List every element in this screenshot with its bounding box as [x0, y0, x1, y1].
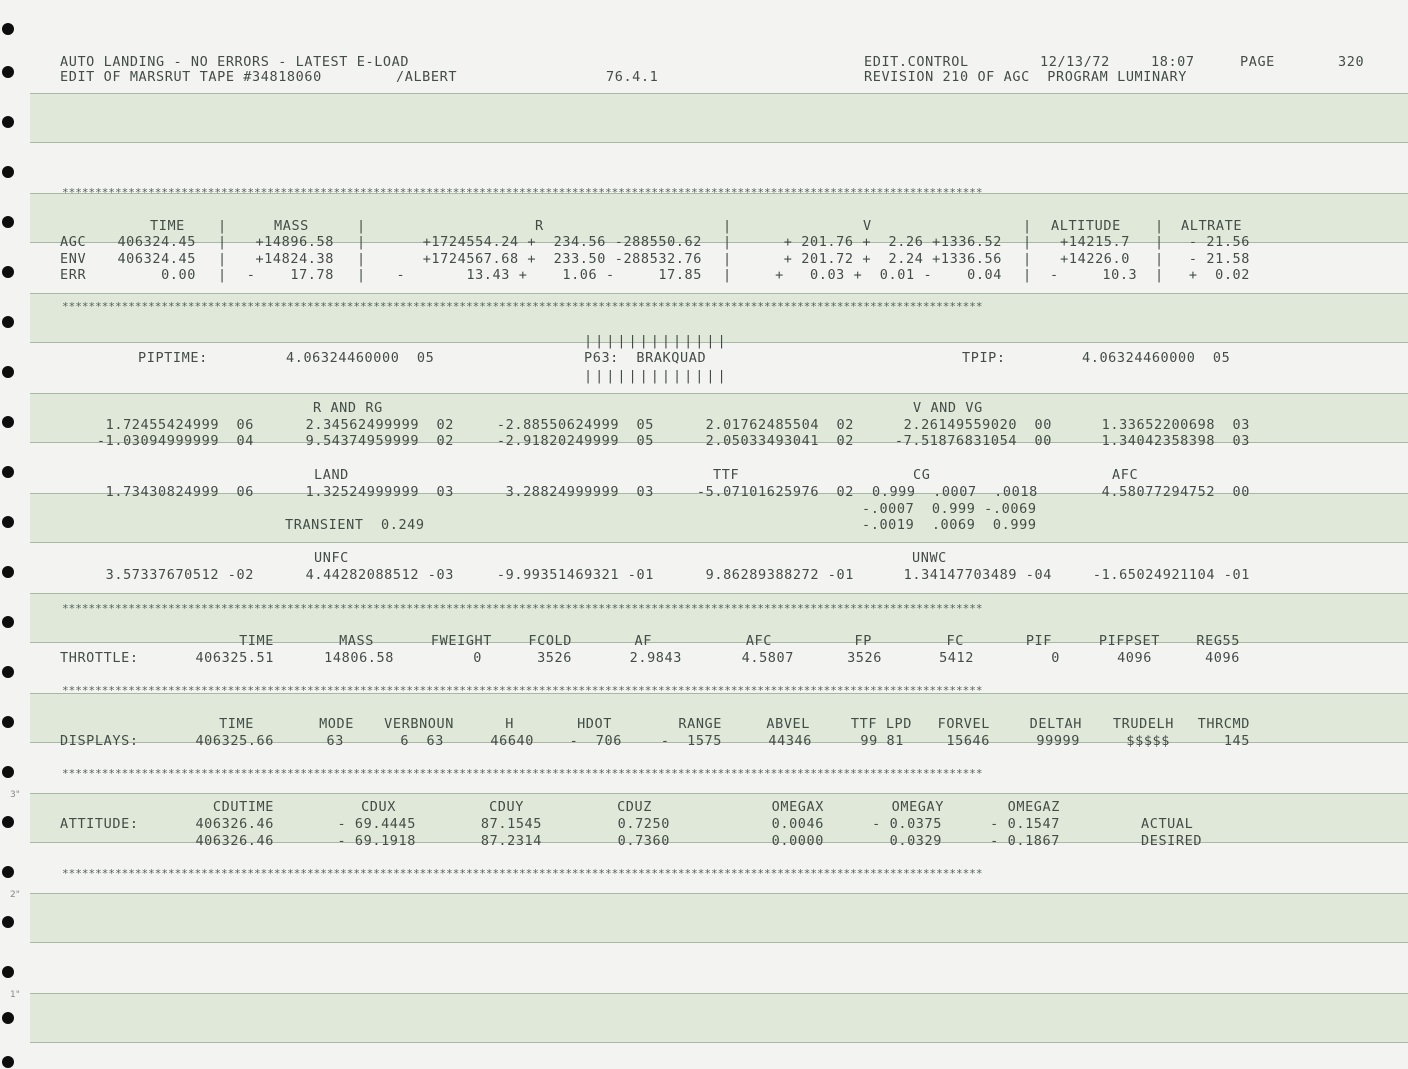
displays-value: 46640	[490, 733, 534, 749]
displays-header: TIME	[219, 716, 254, 732]
displays-value: 99999	[1036, 733, 1080, 749]
header-page-label: PAGE	[1240, 54, 1275, 70]
rrg-value: 1.72455424999 06	[105, 417, 254, 433]
feed-hole	[2, 316, 14, 328]
attitude-actual-value: - 0.0375	[872, 816, 942, 832]
rrg-value: 2.26149559020 00	[903, 417, 1052, 433]
paper-band	[30, 493, 1408, 543]
rrg-value: 2.01762485504 02	[705, 417, 854, 433]
state-divider: |	[1155, 234, 1164, 250]
state-divider: |	[723, 234, 732, 250]
attitude-desired-value: 0.0329	[889, 833, 942, 849]
state-row-name: ENV	[60, 251, 87, 267]
cg-label: CG	[913, 467, 931, 483]
throttle-value: 0	[473, 650, 482, 666]
throttle-value: 0	[1051, 650, 1060, 666]
rrg-value: 9.54374959999 02	[305, 433, 454, 449]
state-row-time: 406324.45	[117, 251, 196, 267]
state-divider: |	[723, 267, 732, 283]
separator-stars: *******************************************************************************************************************************************	[62, 186, 983, 199]
displays-header: TTF LPD	[850, 716, 912, 732]
displays-header: HDOT	[577, 716, 612, 732]
state-divider: |	[218, 251, 227, 267]
ruler-mark: 2"	[10, 890, 20, 900]
attitude-actual-value: - 69.4445	[337, 816, 416, 832]
rrg-value: -7.51876831054 00	[894, 433, 1052, 449]
attitude-header: OMEGAX	[771, 799, 824, 815]
state-header-mass: MASS	[274, 218, 309, 234]
state-row-name: ERR	[60, 267, 87, 283]
feed-hole	[2, 416, 14, 428]
throttle-header: FWEIGHT	[430, 633, 492, 649]
pip-bars-bottom: |||||||||||||	[584, 368, 729, 384]
throttle-value: 4096	[1205, 650, 1240, 666]
feed-hole	[2, 766, 14, 778]
separator-stars: *******************************************************************************************************************************************	[62, 767, 983, 780]
displays-header: H	[505, 716, 514, 732]
throttle-header: FP	[854, 633, 872, 649]
throttle-header: FC	[946, 633, 964, 649]
throttle-header: AFC	[745, 633, 772, 649]
feed-hole	[2, 216, 14, 228]
state-divider: |	[357, 267, 366, 283]
afc-label: AFC	[1112, 467, 1139, 483]
displays-header: VERBNOUN	[384, 716, 454, 732]
r-and-rg-label: R AND RG	[313, 400, 383, 416]
state-row-time: 0.00	[161, 267, 196, 283]
paper-band	[30, 893, 1408, 943]
state-divider: |	[218, 234, 227, 250]
state-row-mass: +14824.38	[255, 251, 334, 267]
piptime-value: 4.06324460000 05	[286, 350, 435, 366]
state-row-v: + 0.03 + 0.01 - 0.04	[775, 267, 1002, 283]
state-row-altrate: - 21.56	[1188, 234, 1250, 250]
land-value: 3.28824999999 03	[505, 484, 654, 500]
unwc-value: 9.86289388272 -01	[705, 567, 854, 583]
displays-value: 44346	[768, 733, 812, 749]
throttle-value: 4096	[1117, 650, 1152, 666]
attitude-desired-value: 406326.46	[195, 833, 274, 849]
attitude-actual-value: 0.0046	[771, 816, 824, 832]
displays-header: ABVEL	[766, 716, 810, 732]
rrg-value: 1.34042358398 03	[1101, 433, 1250, 449]
pip-bars-top: |||||||||||||	[584, 333, 729, 349]
feed-hole	[2, 166, 14, 178]
state-divider: |	[723, 251, 732, 267]
ttf-value: -5.07101625976 02	[696, 484, 854, 500]
attitude-header: OMEGAY	[891, 799, 944, 815]
attitude-header: CDUX	[361, 799, 396, 815]
state-divider: |	[1023, 267, 1032, 283]
state-divider: |	[357, 251, 366, 267]
displays-value: $$$$$	[1126, 733, 1170, 749]
unwc-value: 1.34147703489 -04	[903, 567, 1052, 583]
feed-hole	[2, 666, 14, 678]
feed-hole	[2, 1012, 14, 1024]
separator-stars: *******************************************************************************************************************************************	[62, 867, 983, 880]
paper-band	[30, 93, 1408, 143]
ttf-label: TTF	[713, 467, 740, 483]
attitude-desired-value: - 0.1867	[990, 833, 1060, 849]
displays-value: 99 81	[860, 733, 904, 749]
header-date: 12/13/72	[1040, 54, 1110, 70]
state-row-altitude: +14226.0	[1060, 251, 1130, 267]
state-header-time: TIME	[150, 218, 185, 234]
throttle-label: THROTTLE:	[60, 650, 139, 666]
feed-hole	[2, 616, 14, 628]
attitude-label: ATTITUDE:	[60, 816, 139, 832]
feed-hole	[2, 966, 14, 978]
displays-header: MODE	[319, 716, 354, 732]
cg-row: -.0019 .0069 0.999	[862, 517, 1037, 533]
feed-hole	[2, 916, 14, 928]
unwc-value: -1.65024921104 -01	[1092, 567, 1250, 583]
state-divider: |	[1023, 218, 1032, 234]
afc-value: 4.58077294752 00	[1101, 484, 1250, 500]
rrg-value: 1.33652200698 03	[1101, 417, 1250, 433]
displays-label: DISPLAYS:	[60, 733, 139, 749]
feed-hole	[2, 66, 14, 78]
state-divider: |	[1023, 234, 1032, 250]
header-user: /ALBERT	[396, 69, 458, 85]
throttle-value: 3526	[537, 650, 572, 666]
attitude-desired-value: 0.7360	[617, 833, 670, 849]
header-title: AUTO LANDING - NO ERRORS - LATEST E-LOAD	[60, 54, 410, 70]
state-divider: |	[357, 218, 366, 234]
throttle-value: 5412	[939, 650, 974, 666]
rrg-value: -2.91820249999 05	[496, 433, 654, 449]
throttle-value: 14806.58	[324, 650, 394, 666]
tpip-value: 4.06324460000 05	[1082, 350, 1231, 366]
throttle-header: PIF	[1025, 633, 1052, 649]
displays-value: 406325.66	[195, 733, 274, 749]
ruler-mark: 3"	[10, 790, 20, 800]
piptime-label: PIPTIME:	[138, 350, 208, 366]
attitude-header: CDUTIME	[212, 799, 274, 815]
header-tape: EDIT OF MARSRUT TAPE #34818060	[60, 69, 322, 85]
state-divider: |	[723, 218, 732, 234]
state-row-r: +1724567.68 + 233.50 -288532.76	[422, 251, 702, 267]
attitude-actual-value: 87.1545	[480, 816, 542, 832]
displays-header: RANGE	[678, 716, 722, 732]
displays-value: 145	[1223, 733, 1250, 749]
header-edit-control: EDIT.CONTROL	[864, 54, 969, 70]
header-time: 18:07	[1151, 54, 1195, 70]
separator-stars: *******************************************************************************************************************************************	[62, 300, 983, 313]
rrg-value: -1.03094999999 04	[96, 433, 254, 449]
state-divider: |	[1155, 218, 1164, 234]
feed-hole	[2, 516, 14, 528]
unfc-value: -9.99351469321 -01	[496, 567, 654, 583]
state-row-altrate: + 0.02	[1188, 267, 1250, 283]
land-label: LAND	[314, 467, 349, 483]
land-value: 1.73430824999 06	[105, 484, 254, 500]
land-value: 1.32524999999 03	[305, 484, 454, 500]
unfc-value: 4.44282088512 -03	[305, 567, 454, 583]
throttle-value: 3526	[847, 650, 882, 666]
displays-value: - 706	[569, 733, 622, 749]
rrg-value: 2.34562499999 02	[305, 417, 454, 433]
state-row-altitude: +14215.7	[1060, 234, 1130, 250]
throttle-header: TIME	[239, 633, 274, 649]
feed-hole	[2, 716, 14, 728]
header-page-number: 320	[1338, 54, 1365, 70]
throttle-value: 4.5807	[741, 650, 794, 666]
feed-hole	[2, 116, 14, 128]
tpip-label: TPIP:	[962, 350, 1006, 366]
unfc-label: UNFC	[314, 550, 349, 566]
displays-header: FORVEL	[937, 716, 990, 732]
state-row-v: + 201.76 + 2.26 +1336.52	[783, 234, 1002, 250]
attitude-header: CDUZ	[617, 799, 652, 815]
displays-value: - 1575	[660, 733, 722, 749]
attitude-desired-value: 0.0000	[771, 833, 824, 849]
program-label: P63: BRAKQUAD	[584, 350, 707, 366]
displays-header: DELTAH	[1029, 716, 1082, 732]
state-divider: |	[1155, 251, 1164, 267]
cg-row: -.0007 0.999 -.0069	[862, 501, 1037, 517]
attitude-desired-value: - 69.1918	[337, 833, 416, 849]
throttle-value: 2.9843	[629, 650, 682, 666]
header-revision: REVISION 210 OF AGC PROGRAM LUMINARY	[864, 69, 1187, 85]
feed-hole	[2, 266, 14, 278]
attitude-header: OMEGAZ	[1007, 799, 1060, 815]
unfc-value: 3.57337670512 -02	[105, 567, 254, 583]
state-header-v: V	[863, 218, 872, 234]
throttle-header: REG55	[1196, 633, 1240, 649]
separator-stars: *******************************************************************************************************************************************	[62, 602, 983, 615]
attitude-desired-label: DESIRED	[1141, 833, 1203, 849]
state-header-altitude: ALTITUDE	[1051, 218, 1121, 234]
rrg-value: -2.88550624999 05	[496, 417, 654, 433]
throttle-header: AF	[634, 633, 652, 649]
state-row-r: - 13.43 + 1.06 - 17.85	[396, 267, 702, 283]
state-row-altitude: - 10.3	[1050, 267, 1138, 283]
feed-hole	[2, 866, 14, 878]
paper-band	[30, 993, 1408, 1043]
throttle-header: FCOLD	[528, 633, 572, 649]
state-row-mass: +14896.58	[255, 234, 334, 250]
feed-hole	[2, 816, 14, 828]
attitude-header: CDUY	[489, 799, 524, 815]
throttle-header: MASS	[339, 633, 374, 649]
unwc-label: UNWC	[912, 550, 947, 566]
v-and-vg-label: V AND VG	[913, 400, 983, 416]
header-version: 76.4.1	[606, 69, 659, 85]
ruler-mark: 1"	[10, 990, 20, 1000]
displays-value: 6 63	[400, 733, 444, 749]
feed-hole	[2, 566, 14, 578]
state-divider: |	[357, 234, 366, 250]
attitude-actual-value: 0.7250	[617, 816, 670, 832]
state-row-mass: - 17.78	[246, 267, 334, 283]
rrg-value: 2.05033493041 02	[705, 433, 854, 449]
attitude-actual-value: - 0.1547	[990, 816, 1060, 832]
feed-hole	[2, 366, 14, 378]
attitude-actual-label: ACTUAL	[1141, 816, 1194, 832]
state-row-altrate: - 21.58	[1188, 251, 1250, 267]
state-row-name: AGC	[60, 234, 87, 250]
attitude-actual-value: 406326.46	[195, 816, 274, 832]
attitude-desired-value: 87.2314	[480, 833, 542, 849]
state-header-r: R	[535, 218, 544, 234]
displays-header: THRCMD	[1197, 716, 1250, 732]
cg-row: 0.999 .0007 .0018	[872, 484, 1038, 500]
state-header-altrate: ALTRATE	[1181, 218, 1243, 234]
state-row-r: +1724554.24 + 234.56 -288550.62	[422, 234, 702, 250]
displays-value: 63	[326, 733, 344, 749]
state-row-v: + 201.72 + 2.24 +1336.56	[783, 251, 1002, 267]
state-divider: |	[1155, 267, 1164, 283]
transient-value: TRANSIENT 0.249	[285, 517, 425, 533]
displays-value: 15646	[946, 733, 990, 749]
feed-hole	[2, 466, 14, 478]
state-divider: |	[218, 267, 227, 283]
state-divider: |	[1023, 251, 1032, 267]
state-divider: |	[218, 218, 227, 234]
displays-header: TRUDELH	[1112, 716, 1174, 732]
feed-hole	[2, 1056, 14, 1068]
separator-stars: *******************************************************************************************************************************************	[62, 684, 983, 697]
feed-hole	[2, 23, 14, 35]
throttle-header: PIFPSET	[1098, 633, 1160, 649]
state-row-time: 406324.45	[117, 234, 196, 250]
throttle-value: 406325.51	[195, 650, 274, 666]
